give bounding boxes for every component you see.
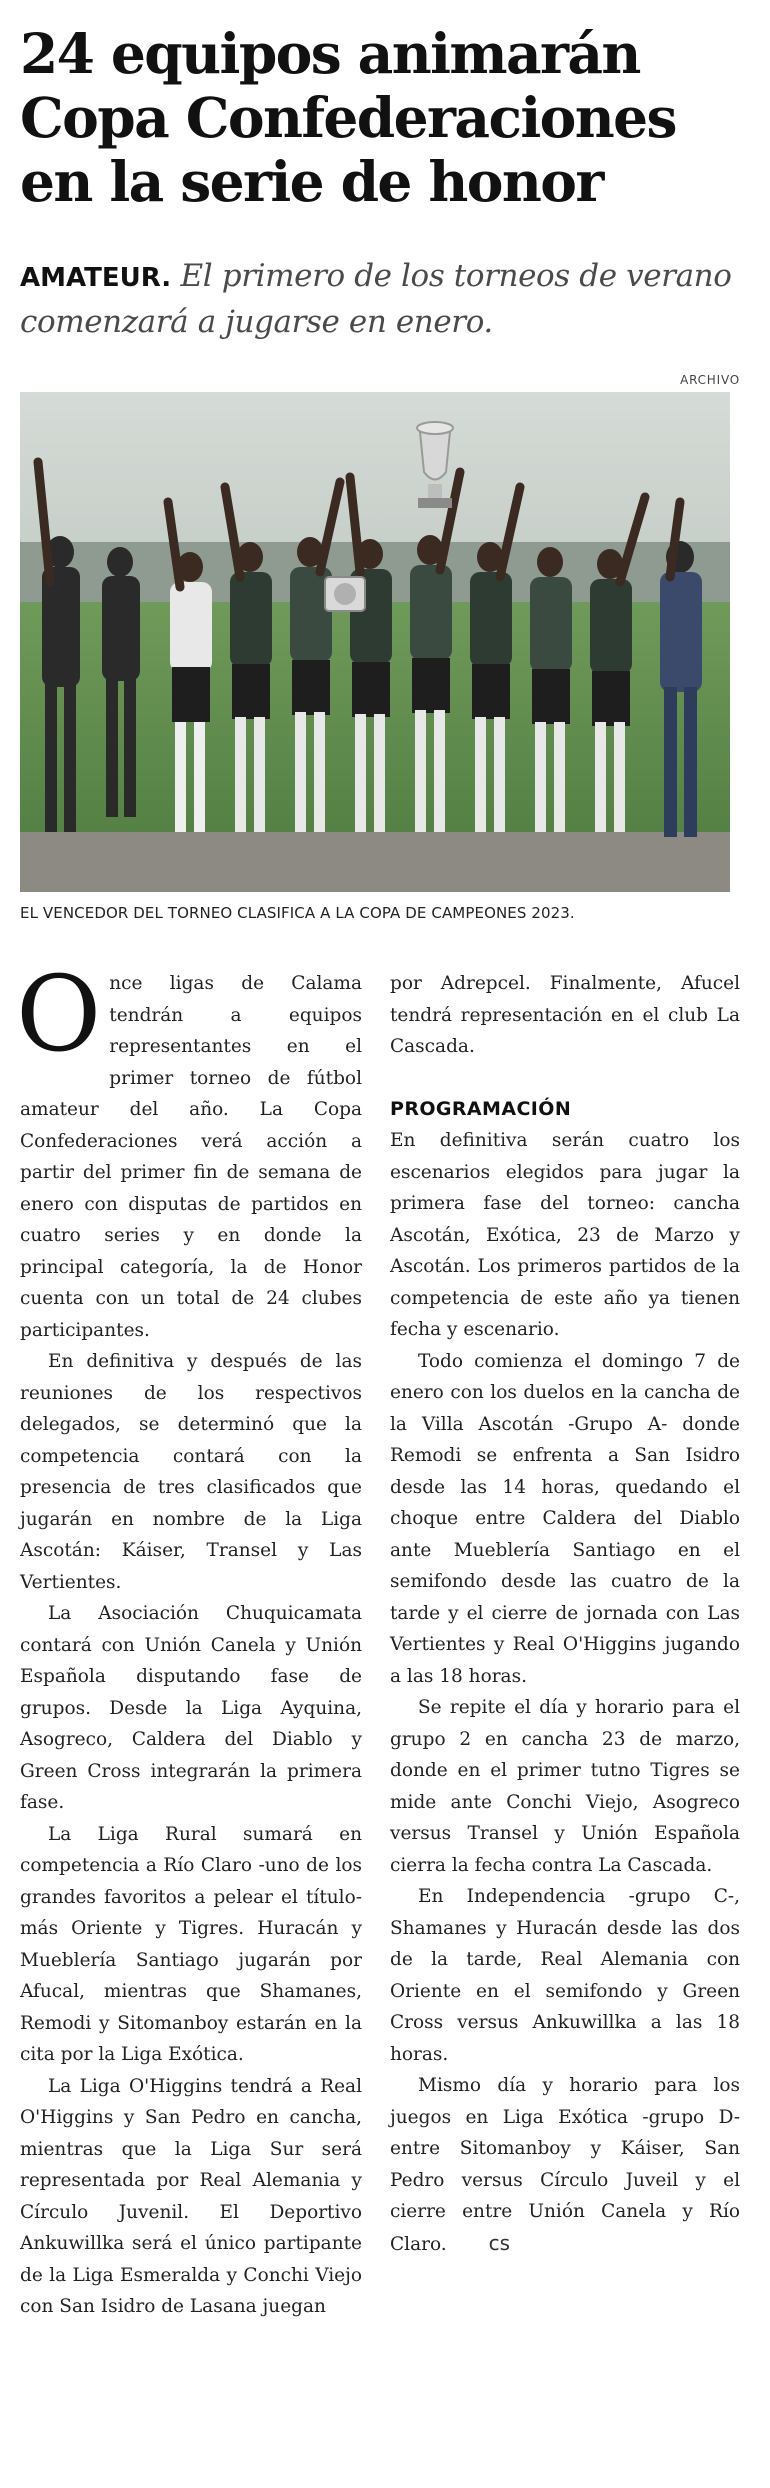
photo-caption: EL VENCEDOR DEL TORNEO CLASIFICA A LA COPA DE CAMPEONES 2023. [20, 904, 575, 922]
paragraph-5: La Liga O'Higgins tendrá a Real O'Higgins y San Pedro en cancha, mientras que la Liga Sur será representada por Real Alemania y Círculo Juvenil. El Deportivo Ankuwillka será el único partipante de la Liga Esmeralda y Conchi Viejo con San Isidro de Lasana juegan [20, 2075, 362, 2317]
dropcap: O [16, 953, 102, 1075]
photo-credit: ARCHIVO [680, 373, 740, 387]
subhead-programacion: PROGRAMACIÓN [390, 1097, 572, 1120]
dek [20, 254, 750, 344]
article-column-right [390, 968, 740, 2260]
paragraph-1 [16, 953, 362, 1346]
headline-line-1: 24 equipos animarán [20, 21, 640, 86]
paragraph-1-text: nce ligas de Calama tendrán a equipos representantes en el primer torneo de fútbol amateur del año. La Copa Confederaciones verá acción a partir del primer fin de semana de enero con disputas de partidos en cuatro series y en donde la principal categoría, la de Honor cuenta con un total de 24 clubes participantes. [20, 973, 362, 1341]
paragraph-8: Todo comienza el domingo 7 de enero con los duelos en la cancha de la Villa Ascotán -Grupo A- donde Remodi se enfrenta a San Isidro desde las 14 horas, quedando el choque entre Caldera del Diablo ante Mueblería Santiago en el semifondo desde las cuatro de la tarde y el cierre de jornada con Las Vertientes y Real O'Higgins jugando a las 18 horas. [390, 1350, 740, 1687]
team-celebration-photo [20, 392, 730, 892]
paragraph-9: Se repite el día y horario para el grupo 2 en cancha 23 de marzo, donde en el primer tutno Tigres se mide ante Conchi Viejo, Asogreco versus Transel y Unión Española cierra la fecha contra La Cascada. [390, 1697, 740, 1876]
paragraph-4: La Liga Rural sumará en competencia a Río Claro -uno de los grandes favoritos a pelear el título- más Oriente y Tigres. Huracán y Mueblería Santiago jugarán por Afucal, mientras que Shamanes, Remodi y Sitomanboy estarán en la cita por la Liga Exótica. [20, 1823, 362, 2065]
article-column-left [16, 953, 362, 2323]
headline [20, 22, 750, 214]
paragraph-6: por Adrepcel. Finalmente, Afucel tendrá representación en el club La Cascada. [390, 973, 740, 1057]
author-endmark: cs [488, 2230, 511, 2255]
paragraph-11-text: Mismo día y horario para los juegos en Liga Exótica -grupo D- entre Sitomanboy y Káiser, San Pedro versus Círculo Juveil y el cierre entre Unión Canela y Río Claro. [390, 2075, 740, 2255]
paragraph-10: En Independencia -grupo C-, Shamanes y Huracán desde las dos de la tarde, Real Alemania con Oriente en el semifondo y Green Cross versus Ankuwillka a las 18 horas. [390, 1886, 740, 2065]
paragraph-2: En definitiva y después de las reuniones de los respectivos delegados, se determinó que la competencia contará con la presencia de tres clasificados que jugarán en nombre de la Liga Ascotán: Káiser, Transel y Las Vertientes. [20, 1351, 362, 1593]
headline-line-3: en la serie de honor [20, 149, 603, 214]
paragraph-7: En definitiva serán cuatro los escenarios elegidos para jugar la primera fase del torneo: cancha Ascotán, Exótica, 23 de Marzo y Ascotán. Los primeros partidos de la competencia de este año ya tienen fecha y escenario. [390, 1130, 740, 1340]
dek-kicker: AMATEUR. [20, 263, 172, 293]
paragraph-3: La Asociación Chuquicamata contará con Unión Canela y Unión Española disputando fase de grupos. Desde la Liga Ayquina, Asogreco, Caldera del Diablo y Green Cross integrarán la primera fase. [20, 1603, 362, 1813]
headline-line-2: Copa Confederaciones [20, 85, 676, 150]
paragraph-11 [390, 2070, 740, 2260]
dek-text: El primero de los torneos de verano comenzará a jugarse en enero. [20, 258, 732, 340]
